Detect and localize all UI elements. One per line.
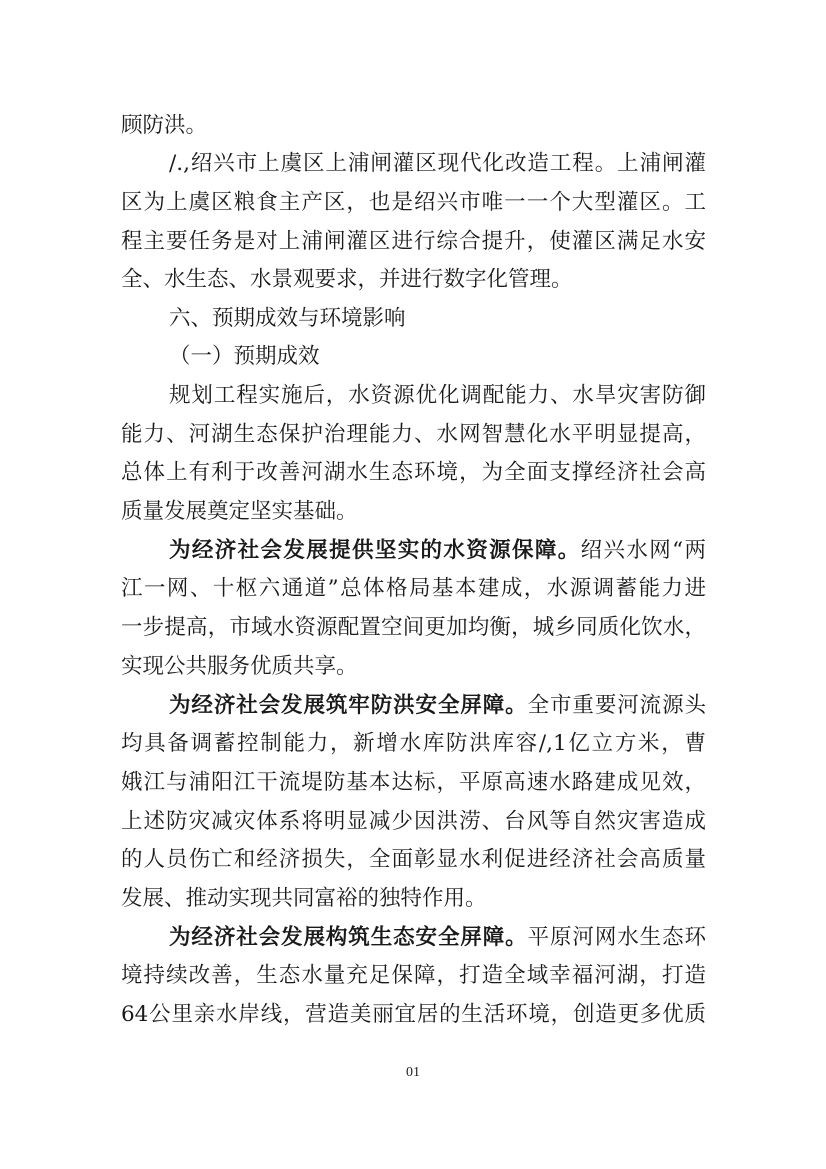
section-heading: 六、预期成效与环境影响: [169, 306, 406, 331]
paragraph-line: 一步提高，市域水资源配置空间更加均衡，城乡同质化饮水，: [121, 615, 706, 640]
paragraph-line: 64公里亲水岸线，营造美丽宜居的生活环境，创造更多优质: [121, 1002, 706, 1027]
bold-lead-text: 为经济社会发展筑牢防洪安全屏障。: [169, 693, 528, 718]
bold-lead-text: 为经济社会发展提供坚实的水资源保障。: [169, 538, 581, 563]
paragraph-line: 能力、河湖生态保护治理能力、水网智慧化水平明显提高，: [121, 422, 706, 447]
page-number: 01: [406, 1065, 420, 1080]
paragraph-line: 质量发展奠定坚实基础。: [121, 499, 358, 524]
paragraph-line: 上述防灾减灾体系将明显减少因洪涝、台风等自然灾害造成: [121, 809, 706, 834]
paragraph-line: 为经济社会发展构筑生态安全屏障。平原河网水生态环: [169, 925, 706, 950]
paragraph-line: 全、水生态、水景观要求，并进行数字化管理。: [121, 267, 573, 292]
paragraph-line: 总体上有利于改善河湖水生态环境，为全面支撑经济社会高: [121, 460, 706, 485]
paragraph-line: 规划工程实施后，水资源优化调配能力、水旱灾害防御: [169, 383, 706, 408]
paragraph-line: 的人员伤亡和经济损失，全面彰显水利促进经济社会高质量: [121, 847, 706, 872]
bold-lead-text: 为经济社会发展构筑生态安全屏障。: [169, 925, 528, 950]
paragraph-line: 实现公共服务优质共享。: [121, 654, 358, 679]
paragraph-line: 程主要任务是对上浦闸灌区进行综合提升，使灌区满足水安: [121, 229, 706, 254]
paragraph-line: 均具备调蓄控制能力，新增水库防洪库容/,1亿立方米，曹: [121, 731, 706, 756]
paragraph-line: 江一网、十枢六通道”总体格局基本建成，水源调蓄能力进: [121, 576, 706, 601]
subsection-heading: （一）预期成效: [169, 344, 320, 369]
paragraph-line: 为经济社会发展提供坚实的水资源保障。绍兴水网“两: [169, 538, 706, 563]
paragraph-line: /.,绍兴市上虞区上浦闸灌区现代化改造工程。上浦闸灌: [169, 151, 706, 176]
paragraph-line: 发展、推动实现共同富裕的独特作用。: [121, 886, 487, 911]
paragraph-line: 娥江与浦阳江干流堤防基本达标，平原高速水路建成见效，: [121, 770, 706, 795]
paragraph-line: 顾防洪。: [121, 113, 208, 138]
paragraph-line: 区为上虞区粮食主产区，也是绍兴市唯一一个大型灌区。工: [121, 190, 706, 215]
paragraph-line: 境持续改善，生态水量充足保障，打造全域幸福河湖，打造: [121, 963, 706, 988]
paragraph-line: 为经济社会发展筑牢防洪安全屏障。全市重要河流源头: [169, 693, 706, 718]
